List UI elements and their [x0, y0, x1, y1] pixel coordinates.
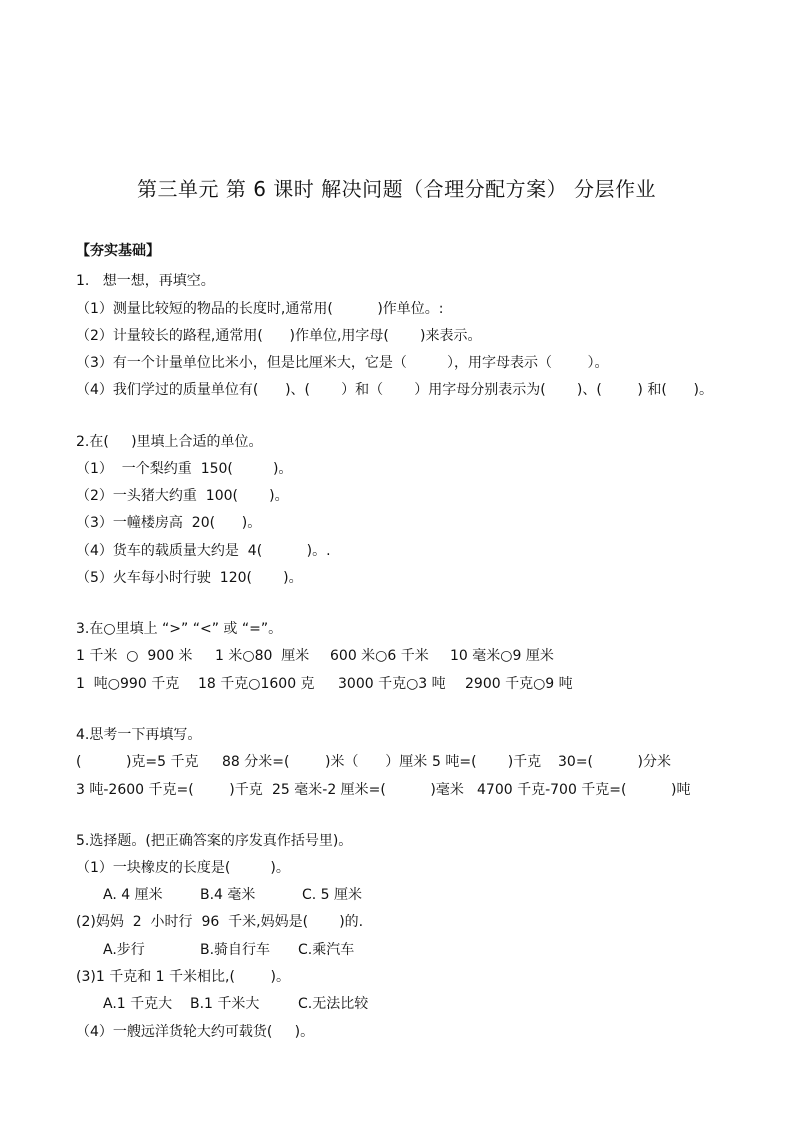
q1-item-3: （3）有一个计量单位比米小，但是比厘米大，它是（ ），用字母表示（ ）。 [76, 355, 609, 371]
q3-compare-7: 3000 千克○3 吨 [338, 676, 446, 692]
q4-fill-6: 25 毫米-2 厘米=( )毫米 [272, 782, 464, 798]
q4-fill-5: 3 吨-2600 千克=( )千克 [76, 782, 263, 798]
q2-item-3: （3）一幢楼房高 20( )。 [76, 515, 262, 531]
q3-stem: 3.在○里填上 “>” “<” 或 “=”。 [76, 621, 283, 637]
q2-item-1: （1） 一个梨约重 150( )。 [76, 461, 293, 477]
q5-sub1-question: （1）一块橡皮的长度是( )。 [76, 860, 290, 876]
q2-item-4: （4）货车的载质量大约是 4( )。. [76, 543, 331, 559]
q2-stem: 2.在( )里填上合适的单位。 [76, 434, 263, 450]
q1-item-2: （2）计量较长的路程,通常用( )作单位,用字母( )来表示。 [76, 328, 482, 344]
q5-sub2-option-b: B.骑自行车 [200, 942, 271, 958]
q3-compare-2: 1 米○80 厘米 [215, 648, 310, 664]
section-heading: 【夯实基础】 [76, 243, 160, 259]
q3-compare-4: 10 毫米○9 厘米 [450, 648, 554, 664]
q5-sub2-option-a: A.步行 [103, 942, 145, 958]
q4-fill-2: 88 分米=( )米（ ）厘米 [222, 754, 428, 770]
q5-sub3-option-a: A.1 千克大 [103, 996, 173, 1012]
q4-fill-7: 4700 千克-700 千克=( )吨 [477, 782, 691, 798]
q4-fill-4: 30=( )分米 [558, 754, 671, 770]
q5-sub1-option-c: C. 5 厘米 [302, 887, 363, 903]
q5-sub2-question: (2)妈妈 2 小时行 96 千米,妈妈是( )的. [76, 914, 364, 930]
q5-sub3-option-c: C.无法比较 [298, 996, 369, 1012]
q5-sub3-question: (3)1 千克和 1 千米相比,( )。 [76, 969, 290, 985]
q5-sub4-question: （4）一艘远洋货轮大约可载货( )。 [76, 1024, 315, 1040]
q1-item-1: （1）测量比较短的物品的长度时,通常用( )作单位。: [76, 301, 444, 317]
q5-sub2-option-c: C.乘汽车 [298, 942, 355, 958]
q4-stem: 4.思考一下再填写。 [76, 727, 202, 743]
page-title: 第三单元 第 6 课时 解决问题（合理分配方案） 分层作业 [136, 177, 656, 201]
q2-item-5: （5）火车每小时行驶 120( )。 [76, 570, 303, 586]
q4-fill-3: 5 吨=( )千克 [432, 754, 542, 770]
q5-sub1-option-b: B.4 毫米 [200, 887, 256, 903]
q5-sub3-option-b: B.1 千米大 [190, 996, 260, 1012]
q2-item-2: （2）一头猪大约重 100( )。 [76, 488, 289, 504]
q3-compare-6: 18 千克○1600 克 [198, 676, 315, 692]
q3-compare-3: 600 米○6 千米 [330, 648, 429, 664]
q5-sub1-option-a: A. 4 厘米 [103, 887, 163, 903]
q3-compare-5: 1 吨○990 千克 [76, 676, 180, 692]
q1-stem: 1. 想一想，再填空。 [76, 273, 215, 289]
q5-stem: 5.选择题。(把正确答案的序发真作括号里)。 [76, 833, 353, 849]
q3-compare-1: 1 千米 ○ 900 米 [76, 648, 193, 664]
q4-fill-1: ( )克=5 千克 [76, 754, 199, 770]
q1-item-4: （4）我们学过的质量单位有( )、( ）和（ ）用字母分别表示为( )、( ) 和( )。 [76, 382, 713, 398]
q3-compare-8: 2900 千克○9 吨 [465, 676, 573, 692]
